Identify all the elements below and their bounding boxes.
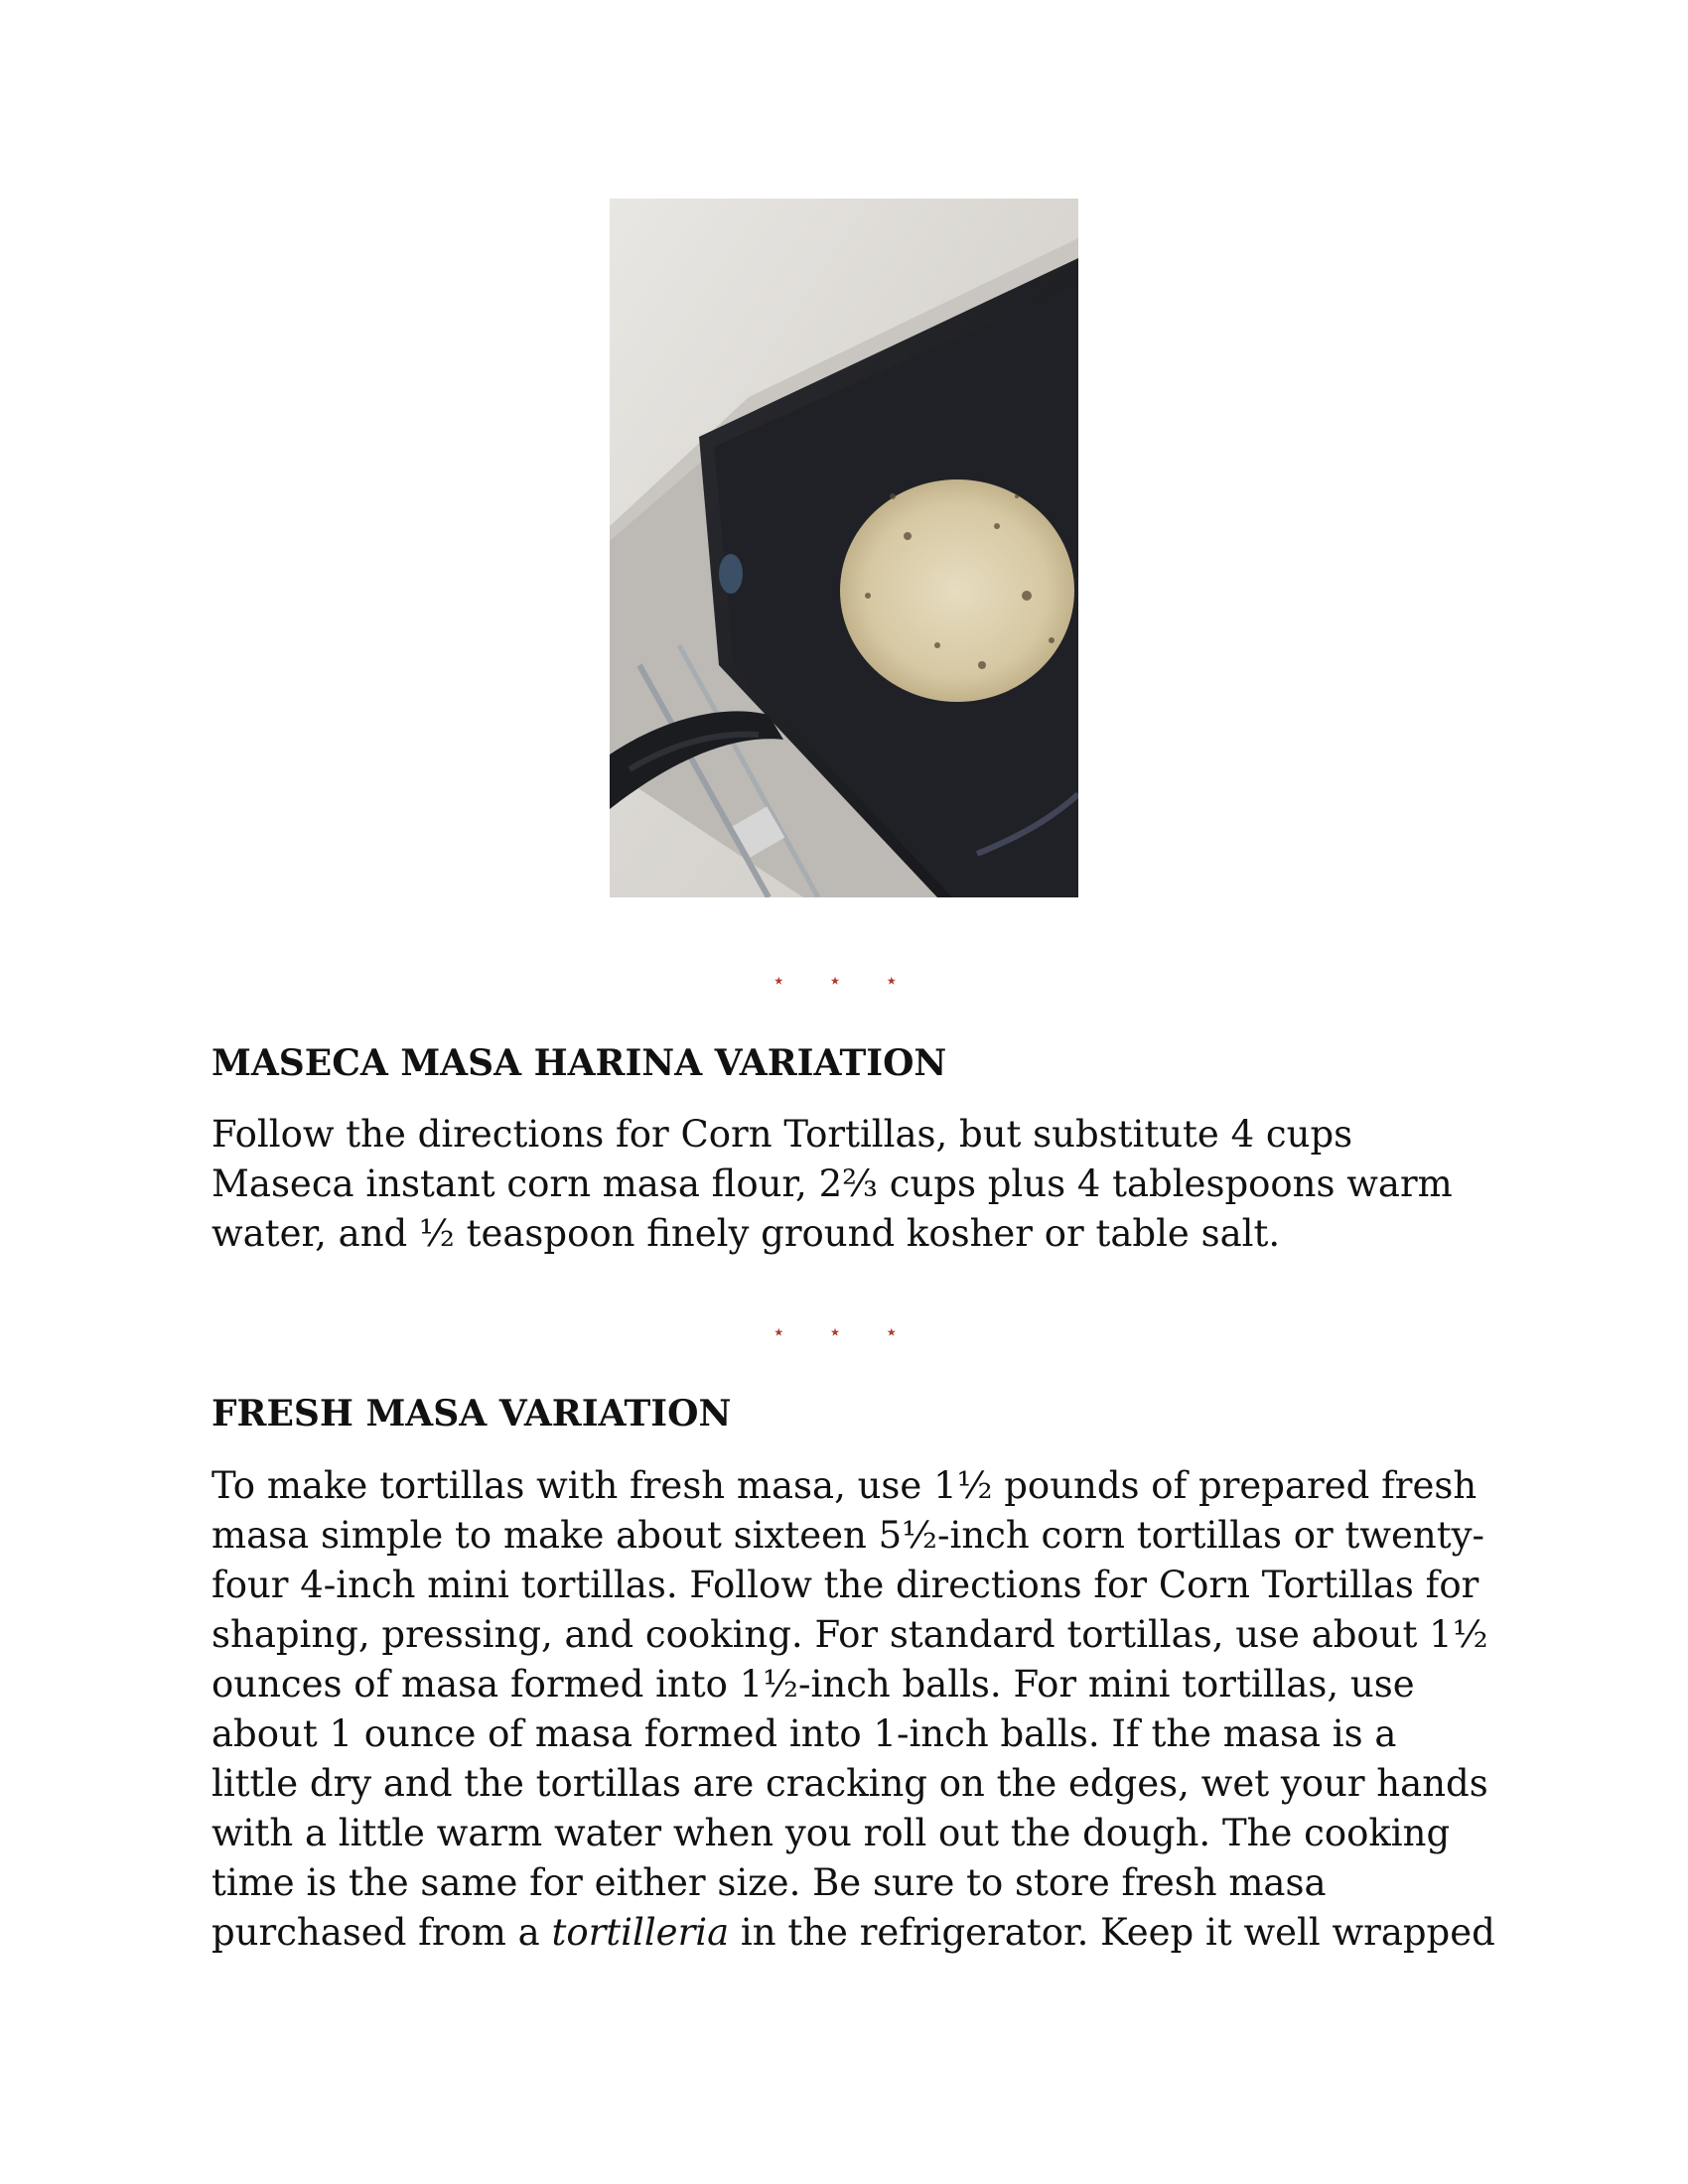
body-line-last: [211, 1908, 1495, 1958]
body-text: purchased from a: [211, 1911, 552, 1954]
body-line: To make tortillas with fresh masa, use 1½ pounds of prepared fresh: [211, 1464, 1477, 1507]
fresh-masa-section-title: FRESH MASA VARIATION: [211, 1393, 732, 1434]
body-line: with a little warm water when you roll out the dough. The cooking: [211, 1812, 1451, 1854]
section-divider-1: ⋆ ⋆ ⋆: [772, 969, 916, 994]
maseca-section-body: [211, 1110, 1492, 1259]
body-text: in the refrigerator. Keep it well wrapped: [729, 1911, 1495, 1954]
body-line: little dry and the tortillas are cracking on the edges, wet your hands: [211, 1762, 1488, 1805]
fresh-masa-section-body: [211, 1461, 1495, 1958]
body-line: ounces of masa formed into 1½-inch balls. For mini tortillas, use: [211, 1663, 1415, 1706]
tortilla-photo: [610, 199, 1078, 897]
italic-term-tortilleria: tortilleria: [551, 1911, 730, 1954]
body-line: Maseca instant corn masa flour, 2⅔ cups plus 4 tablespoons warm: [211, 1162, 1453, 1205]
body-line: about 1 ounce of masa formed into 1-inch balls. If the masa is a: [211, 1712, 1397, 1755]
body-line: shaping, pressing, and cooking. For standard tortillas, use about 1½: [211, 1613, 1488, 1656]
body-line: water, and ½ teaspoon finely ground kosher or table salt.: [211, 1212, 1281, 1255]
body-line: time is the same for either size. Be sure to store fresh masa: [211, 1861, 1327, 1904]
body-line: masa simple to make about sixteen 5½-inch corn tortillas or twenty-: [211, 1514, 1485, 1557]
body-line: Follow the directions for Corn Tortillas, but substitute 4 cups: [211, 1113, 1353, 1156]
maseca-section-title: MASECA MASA HARINA VARIATION: [211, 1042, 947, 1084]
body-line: four 4-inch mini tortillas. Follow the directions for Corn Tortillas for: [211, 1564, 1479, 1606]
section-divider-2: ⋆ ⋆ ⋆: [772, 1320, 916, 1345]
